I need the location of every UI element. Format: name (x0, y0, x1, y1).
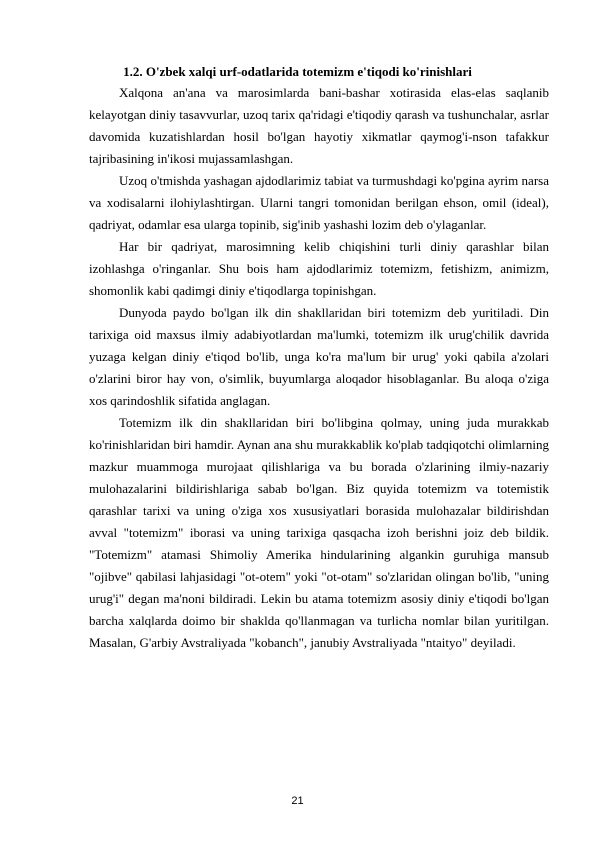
paragraph: Uzoq o'tmishda yashagan ajdodlarimiz tabiat va turmushdagi ko'pgina ayrim narsa va xodisalarni ilohiylashtirgan. Ularni tangri tomonidan berilgan ehson, omil (ideal), qadriyat, odamlar esa ularga topinib, sig'inib yashashi lozim deb o'ylaganlar. (89, 173, 549, 232)
paragraph: Har bir qadriyat, marosimning kelib chiqishini turli diniy qarashlar bilan izohlashga o'ringanlar. Shu bois ham ajdodlarimiz totemizm, fetishizm, animizm, shomonlik kabi qadimgi diniy e'tiqodlarga topinishgan. (89, 239, 549, 298)
paragraph: Totemizm ilk din shakllaridan biri bo'libgina qolmay, uning juda murakkab ko'rinishlaridan biri hamdir. Aynan ana shu murakkablik ko'plab tadqiqotchi olimlarning mazkur muammoga murojaat qilishlariga va bu borada o'zlarining ilmiy-nazariy mulohazalarini bildirishlariga sabab bo'lgan. Biz quyida totemizm va totemistik qarashlar tarixi va uning o'ziga xos xususiyatlari borasida mulohazalar bildirishdan avval "totemizm" iborasi va uning tarixiga qasqacha izoh berishni joiz deb bildik. "Totemizm" atamasi Shimoliy Amerika hindularining algankin guruhiga mansub "ojibve" qabilasi lahjasidagi "ot-otem" yoki "ot-otam" so'zlaridan olingan bo'lib, "uning urug'i" degan ma'noni bildiradi. Lekin bu atama totemizm asosiy diniy e'tiqodi bo'lgan barcha xalqlarda doimo bir shaklda qo'llanmagan va turlicha nomlar bilan yuritilgan. Masalan, G'arbiy Avstraliyada "kobanch", janubiy Avstraliyada "ntaityo" deyiladi. (89, 415, 549, 650)
paragraph: Dunyoda paydo bo'lgan ilk din shakllaridan biri totemizm deb yuritiladi. Din tarixiga oid maxsus ilmiy adabiyotlardan ma'lumki, totemizm ilk urug'chilik davrida yuzaga kelgan diniy e'tiqod bo'lib, unga ko'ra ma'lum bir urug' yoki qabila a'zolari o'zlarini biror hay von, o'simlik, buyumlarga aloqador hisoblaganlar. Bu aloqa o'ziga xos qarindoshlik sifatida anglagan. (89, 305, 549, 408)
body-text (89, 82, 549, 654)
page-number: 21 (291, 795, 304, 807)
paragraph: Xalqona an'ana va marosimlarda bani-bashar xotirasida elas-elas saqlanib kelayotgan diniy tasavvurlar, uzoq tarix qa'ridagi e'tiqodiy qarash va tushunchalar, asrlar davomida kuzatishlardan hosil bo'lgan hayotiy xikmatlar qaymog'i-nson tafakkur tajribasining in'ikosi mujassamlashgan. (89, 85, 549, 166)
section-heading: 1.2. O'zbek xalqi urf-odatlarida totemizm e'tiqodi ko'rinishlari (123, 64, 472, 79)
